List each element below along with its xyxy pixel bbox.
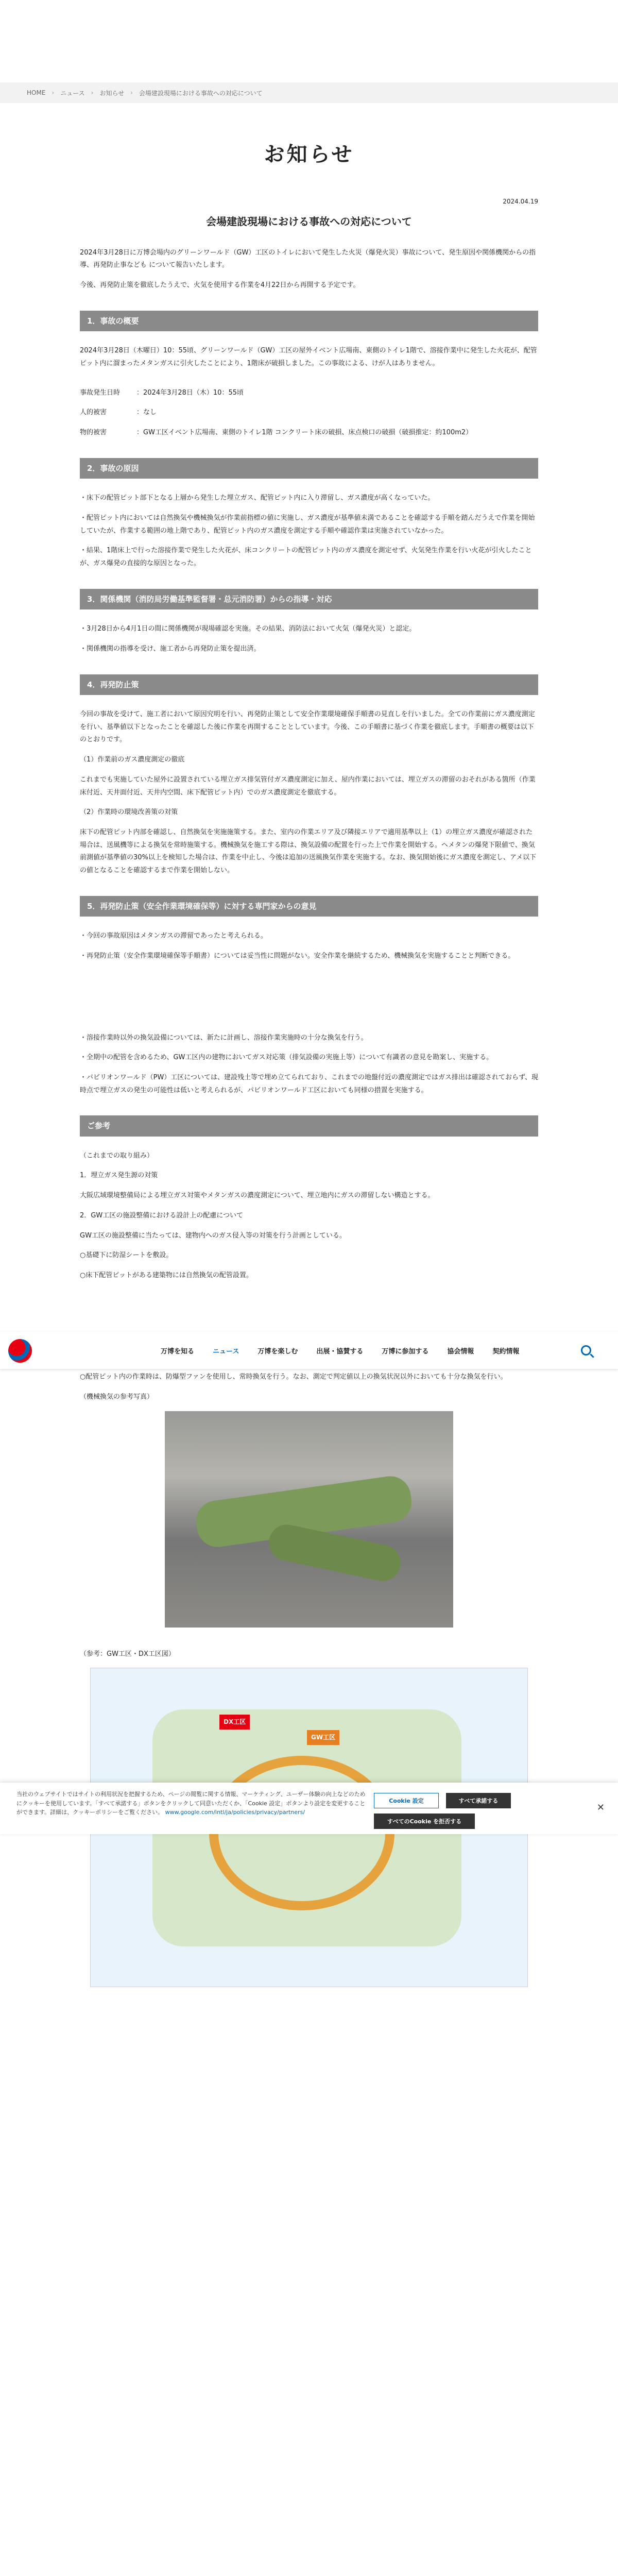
global-nav <box>0 1332 618 1369</box>
ref-item: ○床下配管ピットがある建築物には自然換気の配管設置。 <box>80 1271 253 1279</box>
overview-text: 2024年3月28日（木曜日）10：55頃、グリーンワールド（GW）工区の屋外イベント広場南、東側のトイレ1階で、溶接作業中に発生した火花が、配管ピット内に溜まったメタンガスに引火したことにより、1階床が破損しました。この事故による、けが人はありません。 <box>80 347 537 368</box>
nav-item-about[interactable]: 万博を知る <box>161 1347 195 1355</box>
breadcrumb-current: 会場建設現場における事故への対応について <box>139 89 263 97</box>
ref-item: 大阪広域環境整備局による埋立ガス対策やメタンガスの濃度測定について、埋立地内にガスの滞留しない構造とする。 <box>80 1192 435 1200</box>
expo-logo[interactable] <box>8 1339 32 1363</box>
measure-item: ・溶接作業時以外の換気設備については、新たに計画し、溶接作業実施時の十分な換気を行う。 <box>80 1033 368 1042</box>
ventilation-photo <box>165 1411 453 1628</box>
guidance-item: ・関係機関の指導を受け、施工者から再発防止策を提出済。 <box>80 645 261 653</box>
cookie-banner <box>0 1783 618 1834</box>
prevention-text: これまでも実施していた屋外に設置されている埋立ガス排気管付ガス濃度測定に加え、屋内作業においては、埋立ガスの滞留のおそれがある箇所（作業床付近、天井面付近、天井内空間、床下配管ピット内）でのガス濃度測定を徹底する。 <box>80 775 536 796</box>
prevention-intro: 今回の事故を受けて、施工者において原因究明を行い、再発防止策として安全作業環境確保手順書の見直しを行いました。全ての作業前にガス濃度測定を行い、基準値以下となったことを確認した後に作業を再開することとしています。今後、この手順書に基づく作業を徹底します。手順書の概要は以下のとおりです。 <box>80 710 535 744</box>
section-heading: 2．事故の原因 <box>80 458 538 479</box>
nav-item-association[interactable]: 協会情報 <box>447 1347 474 1355</box>
nav-item-participate[interactable]: 万博に参加する <box>382 1347 429 1355</box>
breadcrumb-news[interactable]: ニュース <box>60 89 85 97</box>
cookie-policy-link[interactable]: www.google.com/intl/ja/policies/privacy/partners/ <box>165 1809 305 1816</box>
photo-caption: （機械換気の参考写真） <box>80 1393 154 1401</box>
section-heading: 1．事故の概要 <box>80 311 538 332</box>
measure-item: ・パビリオンワールド（PW）工区については、建設残土等で埋め立てられており、これまでの地盤付近の濃度測定ではガス排出は確認されておらず、現時点で埋立ガスの発生の可能性は低いと考えられるが、パビリオンワールド工区においても同様の措置を実施する。 <box>80 1073 539 1094</box>
map-label-gw: GW工区 <box>307 1730 339 1745</box>
intro-paragraph: 今後、再発防止策を徹底したうえで、火気を使用する作業を4月22日から再開する予定です。 <box>80 281 360 290</box>
expert-item: ・今回の事故原因はメタンガスの滞留であったと考えられる。 <box>80 932 267 940</box>
nav-item-enjoy[interactable]: 万博を楽しむ <box>258 1347 298 1355</box>
section-heading: 5．再発防止策（安全作業環境確保等）に対する専門家からの意見 <box>80 896 538 917</box>
cookie-text: 当社のウェブサイトではサイトの利用状況を把握するため、ページの閲覧に関する情報、マーケティング、ユーザー体験の向上などのためにクッキーを使用しています。「すべて承諾する」ボタンをクリックして同意いただくか、「Cookie 設定」ボタンより設定を変更することができます。詳細は、クッキーポリシーをご覧ください。 www.google.com/intl/ja/policies/privacy/partners/ <box>16 1791 366 1816</box>
cause-item: ・結果、1階床上で行った溶接作業で発生した火花が、床コンクリートの配管ピット内のガス濃度を測定せず、火気発生作業を行い火花が引火したことが、ガス爆発の直接的な原因となった。 <box>80 547 532 568</box>
guidance-item: ・3月28日から4月1日の間に関係機関が現場確認を実施。その結果、消防法において火気（爆発火災）と認定。 <box>80 625 416 633</box>
map-caption: （参考：GW工区・DX工区図） <box>80 1650 175 1658</box>
cookie-accept-button[interactable]: すべて承諾する <box>446 1793 511 1808</box>
section-heading: ご参考 <box>80 1115 538 1137</box>
cause-item: ・配管ピット内においては自然換気や機械換気が作業前指標の値に実施し、ガス濃度が基準値未満であることを確認する手順を踏んだうえで作業を開始していたが、作業する範囲の地上階であり、配管ピット内のガス濃度を測定する手順や確認作業は実施されていなかった。 <box>80 514 535 535</box>
nav-item-news[interactable]: ニュース <box>213 1347 239 1355</box>
breadcrumb-home[interactable]: HOME <box>27 89 46 96</box>
prevention-subhead: （2）作業時の環境改善策の対策 <box>80 808 178 817</box>
search-icon[interactable] <box>581 1345 591 1355</box>
cause-item: ・床下の配管ピット部下となる上層から発生した埋立ガス、配管ピット内に入り滞留し、ガス濃度が高くなっていた。 <box>80 494 435 502</box>
close-icon[interactable]: ✕ <box>596 1802 605 1813</box>
section-heading: 4．再発防止策 <box>80 674 538 696</box>
ref-item: ○配管ピット内の作業時は、防爆型ファンを使用し、常時換気を行う。なお、測定で判定値以上の換気状況以外においても十分な換気を行い。 <box>80 1373 507 1381</box>
article-date: 2024.04.19 <box>503 198 538 205</box>
article <box>80 196 538 1987</box>
intro-paragraph: 2024年3月28日に万博会場内のグリーンワールド（GW）工区のトイレにおいて発生した火災（爆発火災）事故について、発生原因や関係機関からの指導、再発防止事なども について報告いたします。 <box>80 248 536 269</box>
breadcrumb <box>0 0 618 103</box>
cookie-settings-button[interactable]: Cookie 設定 <box>374 1793 439 1808</box>
ref-intro: （これまでの取り組み） <box>80 1151 154 1160</box>
fact-row: 物的被害 ：GW工区イベント広場南、東側のトイレ1階 コンクリート床の破損、床点検口の破損（破損推定：約100m2） <box>80 429 473 437</box>
fact-row: 人的被害 ：なし <box>80 409 157 417</box>
ref-item: 1．埋立ガス発生源の対策 <box>80 1172 158 1180</box>
expert-item: ・再発防止策（安全作業環境確保等手順書）については妥当性に問題がない。安全作業を継続するため、機械換気を実施することと判断できる。 <box>80 952 515 960</box>
nav-item-contract[interactable]: 契約情報 <box>492 1347 520 1355</box>
section-heading: 3．関係機関（消防局労働基準監督署・总元消防署）からの指導・対応 <box>80 589 538 610</box>
nav-item-exhibit[interactable]: 出展・協賛する <box>316 1347 364 1355</box>
prevention-subhead: （1）作業前のガス濃度測定の徹底 <box>80 756 185 764</box>
map-label-dx: DX工区 <box>219 1715 250 1730</box>
page-title: お知らせ <box>264 143 354 166</box>
ref-item: ○基礎下に防湿シートを敷設。 <box>80 1251 173 1260</box>
breadcrumb-bar: HOME › ニュース › お知らせ › 会場建設現場における事故への対応について <box>0 82 618 103</box>
article-title: 会場建設現場における事故への対応について <box>206 215 412 228</box>
ref-item: 2．GW工区の施設整備における設計上の配慮について <box>80 1211 243 1219</box>
fact-row: 事故発生日時 ：2024年3月28日（木）10：55頃 <box>80 388 244 397</box>
measure-item: ・全期中の配管を含めるため、GW工区内の建物においてガス対応策（排気設備の実施上等）について有識者の意見を勘案し、実施する。 <box>80 1054 493 1062</box>
breadcrumb-notice[interactable]: お知らせ <box>99 89 125 97</box>
cookie-reject-button[interactable]: すべてのCookie を拒否する <box>374 1814 475 1829</box>
prevention-text: 床下の配管ピット内部を確認し、自然換気を実施施策する。また、室内の作業エリア及び隣接エリアで適用基準以上（1）の埋立ガス濃度が確認された場合は、送風機等による換気を常時施策する。機械換気を施工する際は、換気設備の配置を行った上で作業を開始する。ヘメタンの爆発下限値で、換気前測値が基準値の30%以上を検知した場合は、作業を中止し、今後は追加の送風換気作業を実施する。なお、換気開始後にガス濃度を測定し、アメ以下の値となることを確認するまで作業を開始しない。 <box>80 828 537 874</box>
ref-item: GW工区の施設整備に当たっては、建物内へのガス侵入等の対策を行う計画としている。 <box>80 1231 346 1240</box>
